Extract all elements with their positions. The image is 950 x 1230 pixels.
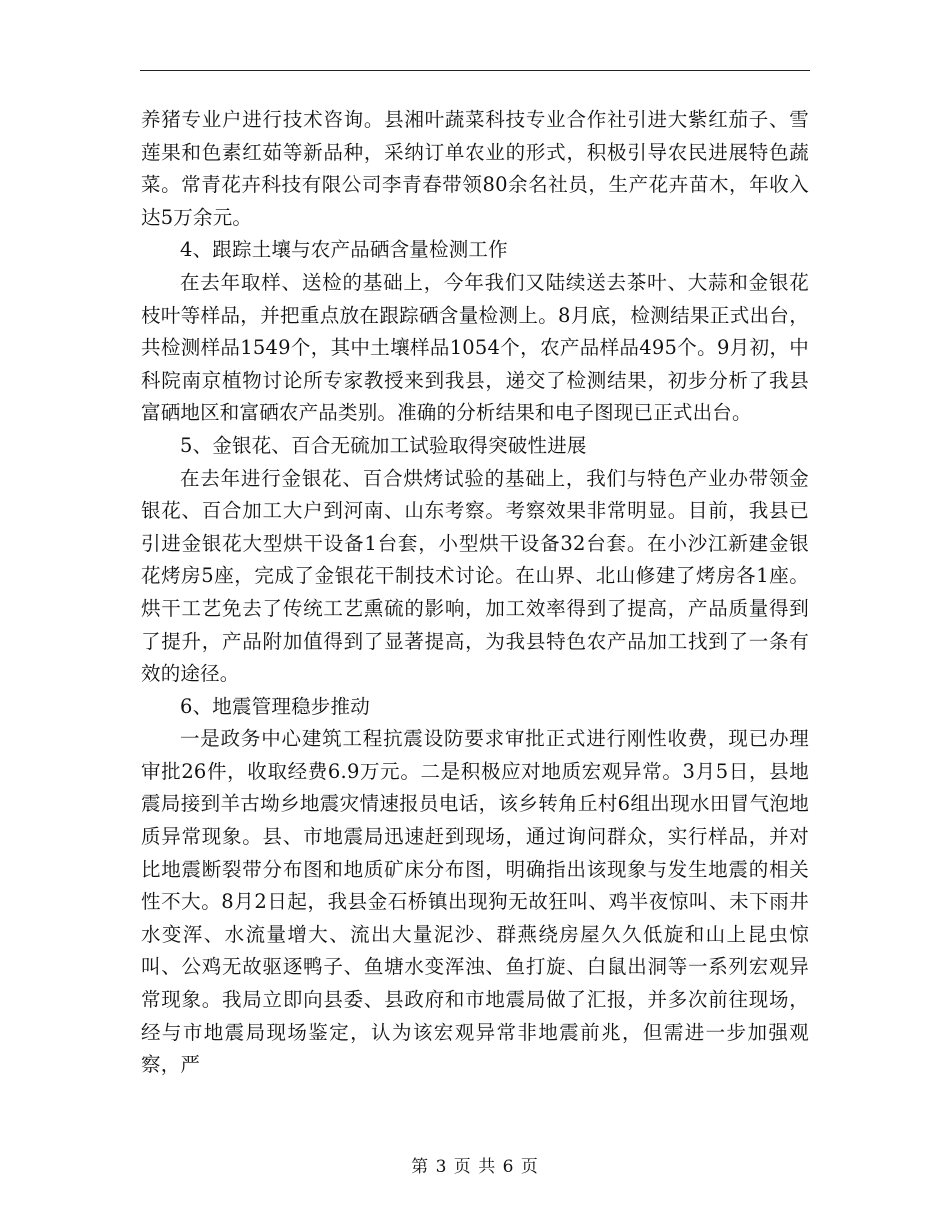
paragraph-selenium-testing: 在去年取样、送检的基础上，今年我们又陆续送去茶叶、大蒜和金银花枝叶等样品，并把重点放在跟踪硒含量检测上。8月底，检测结果正式出台，共检测样品1549个，其中土壤样品1054个，农产品样品495个。9月初，中科院南京植物讨论所专家教授来到我县，递交了检测结果，初步分析了我县富硒地区和富硒农产品类别。准确的分析结果和电子图现已正式出台。	[141, 270, 809, 425]
section-heading-6: 6、地震管理稳步推动	[180, 694, 370, 718]
paragraph-honeysuckle-processing: 在去年进行金银花、百合烘烤试验的基础上，我们与特色产业办带领金银花、百合加工大户到河南、山东考察。考察效果非常明显。目前，我县已引进金银花大型烘干设备1台套，小型烘干设备32台套。在小沙江新建金银花烤房5座，完成了金银花干制技术讨论。在山界、北山修建了烤房各1座。烘干工艺免去了传统工艺熏硫的影响，加工效率得到了提高，产品质量得到了提升，产品附加值得到了显著提高，为我县特色农产品加工找到了一条有效的途径。	[141, 466, 809, 686]
paragraph-earthquake-management: 一是政务中心建筑工程抗震设防要求审批正式进行刚性收费，现已办理审批26件，收取经费6.9万元。二是积极应对地质宏观异常。3月5日，县地震局接到羊古坳乡地震灾情速报员电话，该乡转角丘村6组出现水田冒气泡地质异常现象。县、市地震局迅速赶到现场，通过询问群众，实行样品，并对比地震断裂带分布图和地质矿床分布图，明确指出该现象与发生地震的相关性不大。8月2日起，我县金石桥镇出现狗无故狂叫、鸡半夜惊叫、未下雨井水变浑、水流量增大、流出大量泥沙、群燕绕房屋久久低旋和山上昆虫惊叫、公鸡无故驱逐鸭子、鱼塘水变浑浊、鱼打旋、白鼠出洞等一系列宏观异常现象。我局立即向县委、县政府和市地震局做了汇报，并多次前往现场，经与市地震局现场鉴定，认为该宏观异常非地震前兆，但需进一步加强观察，严	[141, 727, 809, 1077]
section-heading-5: 5、金银花、百合无硫加工试验取得突破性进展	[180, 433, 587, 457]
page-number-footer: 第 3 页 共 6 页	[411, 1157, 539, 1177]
header-rule	[140, 70, 810, 71]
document-body	[141, 104, 809, 1082]
paragraph-continuation: 养猪专业户进行技术咨询。县湘叶蔬菜科技专业合作社引进大紫红茄子、雪莲果和色素红茹等新品种，采纳订单农业的形式，积极引导农民进展特色蔬菜。常青花卉科技有限公司李青春带领80余名社员，生产花卉苗木，年收入达5万余元。	[141, 108, 809, 229]
section-heading-4: 4、跟踪土壤与农产品硒含量检测工作	[180, 238, 508, 262]
